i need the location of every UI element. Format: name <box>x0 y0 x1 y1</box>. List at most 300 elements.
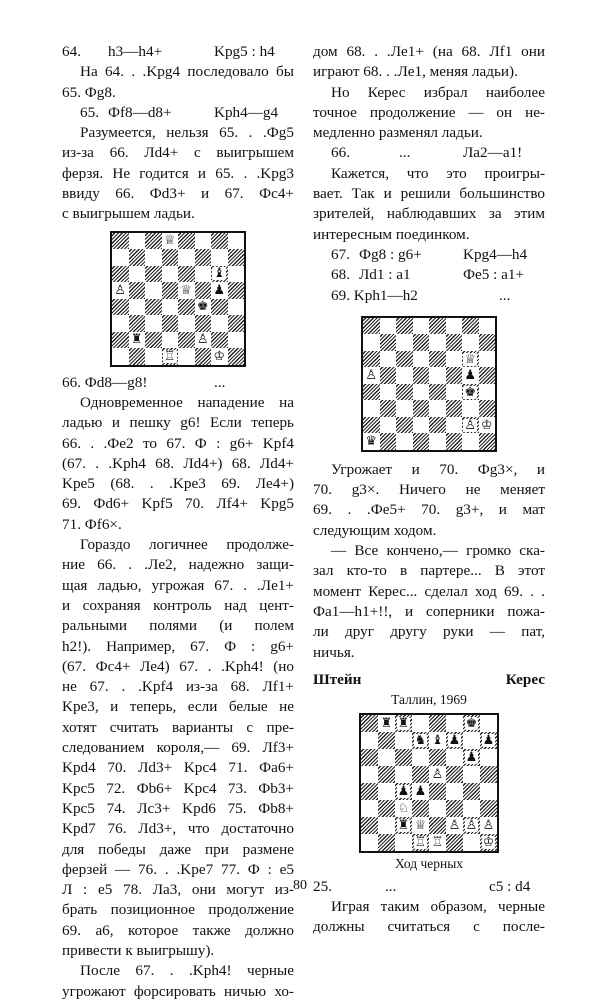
text-line: момент Керес... сделал ход 69. . . <box>313 582 545 600</box>
text-line: h2!). Например, 67. Ф : g6+ <box>62 637 294 655</box>
black-move: Kpg4—h4 <box>463 245 528 263</box>
square-e2 <box>178 332 195 349</box>
square-e7 <box>429 732 446 749</box>
square-a3 <box>361 800 378 817</box>
square-g2 <box>463 817 480 834</box>
text-line: ничья. <box>313 643 355 661</box>
square-d8 <box>412 715 429 732</box>
text-line: привести к выигрышу). <box>62 941 215 959</box>
paragraph-1 <box>313 42 545 83</box>
move-number: 64. <box>62 43 81 60</box>
square-f8 <box>446 318 463 335</box>
paragraph-4 <box>62 535 294 961</box>
chess-piece: ♞ <box>414 732 427 748</box>
square-a1 <box>361 834 378 851</box>
text-line: 71. Фf6×. <box>62 515 122 533</box>
square-f8 <box>195 233 212 250</box>
square-h4 <box>479 384 496 401</box>
text-line: медленно разменял ладьи. <box>313 124 483 142</box>
chess-piece: ♙ <box>196 332 209 348</box>
text-line: щая ладью, угрожая 67. . .Лe1+ <box>62 576 294 594</box>
square-f8 <box>446 715 463 732</box>
square-h7 <box>480 732 497 749</box>
white-move: Фg8 : g6+ <box>359 245 422 263</box>
chess-piece: ♙ <box>482 817 495 833</box>
square-a5 <box>112 282 129 299</box>
chess-board <box>359 713 499 853</box>
square-c6 <box>396 351 413 368</box>
square-g7 <box>211 249 228 266</box>
square-d2 <box>162 332 179 349</box>
square-h8 <box>228 233 245 250</box>
square-g1 <box>211 348 228 365</box>
chess-piece: ♖ <box>431 834 444 850</box>
square-b4 <box>129 299 146 316</box>
chess-piece: ♖ <box>414 834 427 850</box>
chess-piece: ♟ <box>397 783 410 799</box>
square-f5 <box>195 282 212 299</box>
square-f6 <box>446 351 463 368</box>
square-c3 <box>396 400 413 417</box>
square-f1 <box>446 834 463 851</box>
square-e1 <box>178 348 195 365</box>
square-c7 <box>396 334 413 351</box>
text-line: Угрожает и 70. Фg3×, и <box>331 460 545 478</box>
square-g8 <box>462 318 479 335</box>
square-g2 <box>211 332 228 349</box>
square-a3 <box>363 400 380 417</box>
chess-piece: ♕ <box>464 351 477 367</box>
square-b6 <box>380 351 397 368</box>
text-line: Кажется, что это проигры- <box>331 164 545 182</box>
square-c5 <box>396 367 413 384</box>
text-line: 69. Фd6+ Kpf5 70. Лf4+ Kpg5 <box>62 495 294 513</box>
paragraph-6 <box>313 897 545 938</box>
square-e5 <box>178 282 195 299</box>
chess-piece: ♟ <box>448 732 461 748</box>
paragraph-2 <box>313 83 545 144</box>
white-move: h3—h4+ <box>108 43 163 60</box>
square-g5 <box>211 282 228 299</box>
white-move: 69. Kph1—h2 <box>331 286 418 304</box>
square-b1 <box>129 348 146 365</box>
square-f3 <box>446 400 463 417</box>
square-d3 <box>413 400 430 417</box>
square-d1 <box>162 348 179 365</box>
text-line: Kpd4 70. Лd3+ Kpc4 71. Фa6+ <box>62 759 294 777</box>
text-line: и сохраняя контроль над цент- <box>62 596 294 614</box>
text-line: следованием короля,— 69. Лf3+ <box>62 739 294 757</box>
square-e6 <box>429 749 446 766</box>
text-line: ферзя. Не годится и 65. . .Kpg3 <box>62 164 294 182</box>
square-f4 <box>195 299 212 316</box>
chess-piece: ♝ <box>431 732 444 748</box>
square-h2 <box>479 417 496 434</box>
paragraph-4 <box>313 460 545 541</box>
square-e4 <box>429 783 446 800</box>
square-d7 <box>413 334 430 351</box>
square-e1 <box>429 834 446 851</box>
square-b3 <box>129 315 146 332</box>
square-h2 <box>228 332 245 349</box>
page-number: 80 <box>293 878 307 893</box>
text-line: 69. . .Фe5+ 70. g3+, и мат <box>313 501 545 519</box>
square-h5 <box>228 282 245 299</box>
black-move: ... <box>499 286 511 304</box>
text-line: для победы даже при размене <box>62 840 294 858</box>
chess-piece: ♔ <box>482 834 495 850</box>
square-c4 <box>395 783 412 800</box>
move-line-66 <box>62 373 294 393</box>
white-player: Штейн <box>313 670 362 688</box>
text-line: Гораздо логичнее продолже- <box>80 536 294 554</box>
text-line: Kpe3, и теперь, если белые не <box>62 698 294 716</box>
square-a1 <box>363 433 380 450</box>
square-d8 <box>162 233 179 250</box>
text-line: Kpc5 72. Фb6+ Kpc4 73. Фb3+ <box>62 779 294 797</box>
square-g7 <box>462 334 479 351</box>
square-a4 <box>112 299 129 316</box>
paragraph-5 <box>313 541 545 663</box>
square-h7 <box>479 334 496 351</box>
square-a2 <box>112 332 129 349</box>
chess-piece: ♕ <box>414 817 427 833</box>
square-d7 <box>162 249 179 266</box>
square-e7 <box>429 334 446 351</box>
chess-piece: ♙ <box>448 817 461 833</box>
chess-piece: ♟ <box>414 783 427 799</box>
square-h1 <box>479 433 496 450</box>
right-column <box>313 42 545 938</box>
square-h3 <box>480 800 497 817</box>
chess-piece: ♘ <box>397 800 410 816</box>
square-h6 <box>480 749 497 766</box>
square-e8 <box>178 233 195 250</box>
text-line: дом 68. . .Лe1+ (на 68. Лf1 они <box>313 43 545 60</box>
chess-piece: ♟ <box>213 282 226 298</box>
text-line: 69. a6, которое также должно <box>62 921 294 939</box>
square-c8 <box>395 715 412 732</box>
black-move: c5 : d4 <box>489 877 531 895</box>
white-move: 66. Фd8—g8! <box>62 373 148 391</box>
square-c2 <box>145 332 162 349</box>
square-h8 <box>480 715 497 732</box>
square-g4 <box>211 299 228 316</box>
square-a5 <box>361 766 378 783</box>
text-line: Kpc5 74. Лc3+ Kpd6 75. Фb8+ <box>62 799 294 817</box>
square-f7 <box>446 334 463 351</box>
square-h1 <box>480 834 497 851</box>
text-line: Но Керес избрал наиболее <box>331 83 545 101</box>
square-e8 <box>429 318 446 335</box>
square-c1 <box>396 433 413 450</box>
square-d2 <box>413 417 430 434</box>
square-d6 <box>412 749 429 766</box>
black-move: Фe5 : a1+ <box>463 266 525 284</box>
text-line: зрителей, наблюдавших за этим <box>313 205 545 223</box>
square-d8 <box>413 318 430 335</box>
paragraph-5 <box>62 961 294 1002</box>
black-move: Kpg5 : h4 <box>214 43 275 60</box>
square-a2 <box>363 417 380 434</box>
square-c8 <box>396 318 413 335</box>
square-c4 <box>145 299 162 316</box>
square-a7 <box>361 732 378 749</box>
square-c1 <box>145 348 162 365</box>
chess-piece: ♙ <box>431 766 444 782</box>
move-line-64 <box>62 42 294 62</box>
text-line: ли друг другу руки — пат, <box>313 623 545 641</box>
square-b7 <box>129 249 146 266</box>
square-f3 <box>446 800 463 817</box>
square-b5 <box>129 282 146 299</box>
move-number: 65. <box>80 103 99 121</box>
diagram-2 <box>313 316 545 452</box>
square-h5 <box>479 367 496 384</box>
text-line: ладью и пешку g6! Если теперь <box>62 414 294 432</box>
diagram-3 <box>313 713 545 853</box>
text-line: Одновременное нападение на <box>80 393 294 411</box>
square-g5 <box>463 766 480 783</box>
move-number: 66. <box>331 144 350 162</box>
text-line: На 64. . .Kpg4 последовало бы <box>80 63 294 81</box>
text-line: Kpd7 76. Лd3+, что достаточно <box>62 820 294 838</box>
paragraph-3 <box>313 164 545 245</box>
square-c3 <box>395 800 412 817</box>
square-f2 <box>195 332 212 349</box>
text-line: следующим ходом. <box>313 521 437 539</box>
text-line: играют 68. . .Лe1, меняя ладьи). <box>313 63 518 81</box>
square-g4 <box>462 384 479 401</box>
text-line: Разумеется, нельзя 65. . .Фg5 <box>80 124 294 142</box>
square-h8 <box>479 318 496 335</box>
square-b2 <box>129 332 146 349</box>
text-line: ние 66. . .Лe2, надежно защи- <box>62 556 294 574</box>
square-e5 <box>429 367 446 384</box>
square-c5 <box>145 282 162 299</box>
square-e5 <box>429 766 446 783</box>
text-line: вает. Так и решили большинство <box>313 185 545 203</box>
square-a6 <box>112 266 129 283</box>
square-g5 <box>462 367 479 384</box>
square-b7 <box>378 732 395 749</box>
square-g3 <box>211 315 228 332</box>
move-line-69 <box>313 286 545 306</box>
move-number: 67. <box>331 245 350 263</box>
text-line: (67. . .Kph4 68. Лd4+) 68. Лd4+ <box>62 454 294 472</box>
square-c2 <box>395 817 412 834</box>
text-line: 66. . .Фe2 то 67. Ф : g6+ Kpf4 <box>62 434 294 452</box>
chess-board <box>361 316 497 452</box>
chess-piece: ♙ <box>465 817 478 833</box>
square-a6 <box>363 351 380 368</box>
square-d4 <box>413 384 430 401</box>
square-h4 <box>228 299 245 316</box>
square-d6 <box>162 266 179 283</box>
square-b3 <box>380 400 397 417</box>
chess-piece: ♔ <box>480 417 493 433</box>
square-b2 <box>378 817 395 834</box>
square-f7 <box>446 732 463 749</box>
square-a1 <box>112 348 129 365</box>
square-h5 <box>480 766 497 783</box>
square-c4 <box>396 384 413 401</box>
white-move: ... <box>399 144 411 162</box>
square-d2 <box>412 817 429 834</box>
square-a8 <box>112 233 129 250</box>
square-e6 <box>178 266 195 283</box>
text-line: ввиду 66. Фd3+ и 67. Фc4+ <box>62 185 294 203</box>
white-move: Фf8—d8+ <box>108 103 172 121</box>
chess-piece: ♟ <box>482 732 495 748</box>
text-line: брать позиционное продолжение <box>62 901 294 919</box>
square-a6 <box>361 749 378 766</box>
square-d1 <box>413 433 430 450</box>
square-h1 <box>228 348 245 365</box>
square-c1 <box>395 834 412 851</box>
square-g8 <box>463 715 480 732</box>
square-g3 <box>462 400 479 417</box>
text-line: интересным поединком. <box>313 225 470 243</box>
square-d5 <box>413 367 430 384</box>
square-e7 <box>178 249 195 266</box>
text-line: из-за 66. Лd4+ с выигрышем <box>62 144 294 162</box>
square-d5 <box>412 766 429 783</box>
chess-piece: ♕ <box>163 233 176 249</box>
square-f1 <box>195 348 212 365</box>
square-h7 <box>228 249 245 266</box>
chess-piece: ♜ <box>397 817 410 833</box>
square-a7 <box>363 334 380 351</box>
square-g3 <box>463 800 480 817</box>
text-line: Л : e5 78. Лa3, они могут из- <box>62 881 294 899</box>
square-b8 <box>129 233 146 250</box>
square-a5 <box>363 367 380 384</box>
square-h3 <box>228 315 245 332</box>
square-g7 <box>463 732 480 749</box>
square-e1 <box>429 433 446 450</box>
chess-piece: ♟ <box>464 368 477 384</box>
square-h2 <box>480 817 497 834</box>
square-c6 <box>145 266 162 283</box>
square-f5 <box>446 766 463 783</box>
chess-piece: ♚ <box>464 384 477 400</box>
square-e4 <box>429 384 446 401</box>
square-b5 <box>378 766 395 783</box>
text-line: хотят считать варианты с пре- <box>62 718 294 736</box>
square-e6 <box>429 351 446 368</box>
square-a2 <box>361 817 378 834</box>
move-line-68 <box>313 265 545 285</box>
diagram-1 <box>62 231 294 367</box>
square-d4 <box>162 299 179 316</box>
square-f4 <box>446 783 463 800</box>
move-number: 68. <box>331 266 350 284</box>
square-e2 <box>429 817 446 834</box>
game-place: Таллин, 1969 <box>391 691 467 707</box>
square-c7 <box>145 249 162 266</box>
square-b3 <box>378 800 395 817</box>
square-a8 <box>361 715 378 732</box>
square-b8 <box>380 318 397 335</box>
square-d1 <box>412 834 429 851</box>
square-c8 <box>145 233 162 250</box>
move-line-67 <box>313 245 545 265</box>
diagram-caption: Ход черных <box>394 855 464 871</box>
square-e3 <box>178 315 195 332</box>
white-move: ... <box>385 877 397 895</box>
square-g6 <box>462 351 479 368</box>
text-line: (67. Фc4+ Лe4) 67. . .Kph4! (но <box>62 657 294 675</box>
square-g6 <box>211 266 228 283</box>
chess-piece: ♖ <box>163 348 176 364</box>
square-f6 <box>446 749 463 766</box>
paragraph-3 <box>62 393 294 535</box>
square-e3 <box>429 400 446 417</box>
square-f1 <box>446 433 463 450</box>
chess-board <box>110 231 246 367</box>
square-f7 <box>195 249 212 266</box>
square-g2 <box>462 417 479 434</box>
square-g6 <box>463 749 480 766</box>
text-line: не 67. . .Kpf4 из-за 68. Лf1+ <box>62 678 294 696</box>
text-line: Kpe5 (68. . .Kpe3 69. Лe4+) <box>62 475 294 493</box>
text-line: После 67. . .Kph4! черные <box>80 962 294 980</box>
move-line-66b <box>313 143 545 163</box>
paragraph-1 <box>62 62 294 103</box>
square-b6 <box>129 266 146 283</box>
square-c3 <box>145 315 162 332</box>
square-f3 <box>195 315 212 332</box>
chess-piece: ♛ <box>365 434 378 450</box>
square-d3 <box>162 315 179 332</box>
chess-piece: ♚ <box>465 715 478 731</box>
chess-piece: ♙ <box>464 417 477 433</box>
chess-piece: ♚ <box>196 299 209 315</box>
square-g4 <box>463 783 480 800</box>
square-d7 <box>412 732 429 749</box>
square-h4 <box>480 783 497 800</box>
black-move: ... <box>214 373 226 391</box>
square-b1 <box>380 433 397 450</box>
square-b6 <box>378 749 395 766</box>
text-line: 65. Фg8. <box>62 83 116 101</box>
square-d3 <box>412 800 429 817</box>
chess-piece: ♙ <box>114 282 127 298</box>
black-move: Лa2—a1! <box>463 144 523 162</box>
square-b2 <box>380 417 397 434</box>
square-h6 <box>479 351 496 368</box>
text-line: Фa1—h1+!!, и соперники пожа- <box>313 602 545 620</box>
black-player: Керес <box>505 670 545 688</box>
move-number: 25. <box>313 877 332 895</box>
black-move: Kph4—g4 <box>214 103 279 121</box>
text-line: с выигрышем ладьи. <box>62 205 195 223</box>
square-b4 <box>378 783 395 800</box>
square-a4 <box>361 783 378 800</box>
chess-piece: ♜ <box>130 332 143 348</box>
chess-piece: ♜ <box>397 715 410 731</box>
chess-piece: ♙ <box>365 368 378 384</box>
paragraph-2 <box>62 123 294 224</box>
square-e2 <box>429 417 446 434</box>
text-line: — Все кончено,— громко ска- <box>331 542 545 560</box>
square-h3 <box>479 400 496 417</box>
square-b5 <box>380 367 397 384</box>
square-f5 <box>446 367 463 384</box>
move-line-65 <box>62 103 294 123</box>
square-b8 <box>378 715 395 732</box>
